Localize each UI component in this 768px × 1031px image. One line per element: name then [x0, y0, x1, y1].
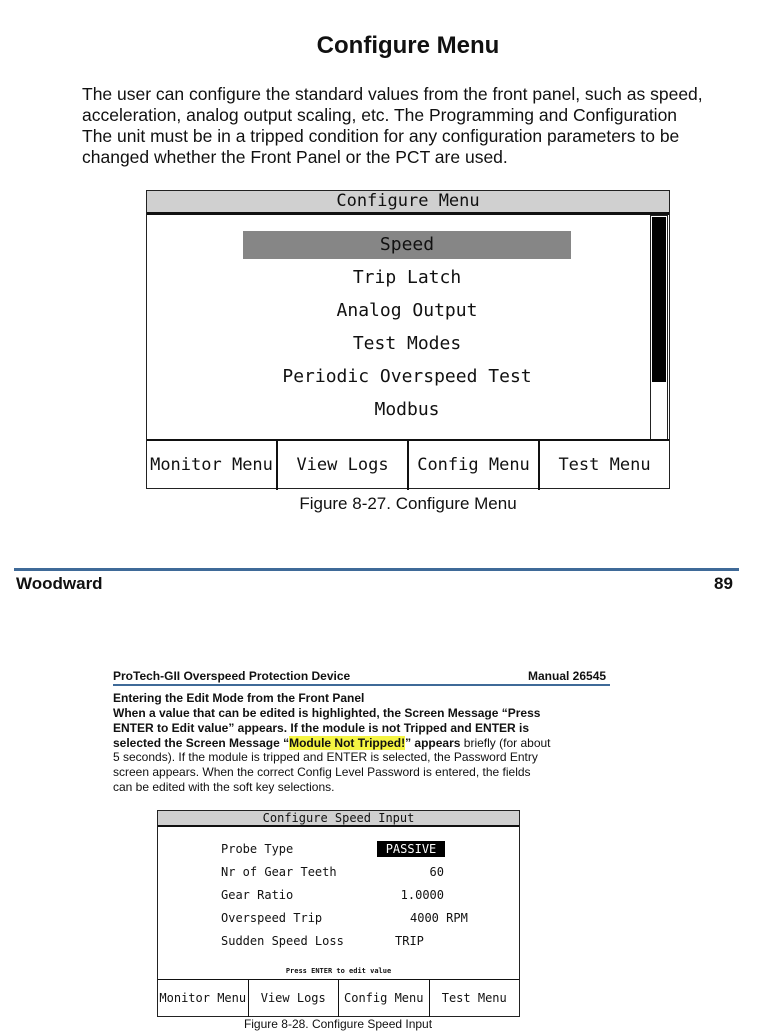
para-text: briefly (for about — [460, 735, 551, 750]
menu-item-test-modes[interactable]: Test Modes — [352, 333, 462, 354]
field-value-gear-ratio[interactable]: 1.0000 — [400, 888, 444, 902]
field-label-probe-type: Probe Type — [221, 842, 294, 856]
field-value-sudden-speed-loss[interactable]: TRIP — [395, 934, 424, 948]
intro-line: acceleration, analog output scaling, etc. The Programming and Configuration — [82, 105, 678, 125]
softkey-view-logs[interactable]: View Logs — [278, 441, 409, 490]
header-divider — [113, 684, 610, 686]
section-subheading: Entering the Edit Mode from the Front Panel — [113, 691, 365, 705]
menu-item-modbus[interactable]: Modbus — [374, 399, 440, 420]
edit-mode-paragraph — [113, 706, 583, 795]
intro-line: changed whether the Front Panel or the PCT are used. — [82, 147, 508, 167]
field-value-overspeed-trip[interactable]: 4000 RPM — [410, 911, 468, 925]
para-line: ENTER to Edit value” appears. If the module is not Tripped and ENTER is — [113, 720, 530, 735]
footer-page-number: 89 — [714, 574, 733, 593]
figure-caption: Figure 8-27. Configure Menu — [299, 494, 517, 513]
field-label-sudden-speed-loss: Sudden Speed Loss — [221, 934, 344, 948]
field-value-probe-type[interactable]: PASSIVE — [377, 841, 445, 857]
para-text: ” appears — [405, 735, 461, 750]
field-label-gear-teeth: Nr of Gear Teeth — [221, 865, 337, 879]
softkey-bar — [147, 439, 669, 490]
softkey-config-menu[interactable]: Config Menu — [409, 441, 540, 490]
figure-caption-2: Figure 8-28. Configure Speed Input — [243, 1017, 433, 1031]
para-line — [113, 736, 583, 751]
field-value-gear-teeth[interactable]: 60 — [429, 865, 444, 879]
intro-line: The user can configure the standard values from the front panel, such as speed, — [82, 84, 703, 104]
para-line: can be edited with the soft key selections. — [113, 779, 335, 794]
highlighted-message: Module Not Tripped! — [289, 735, 406, 750]
screen-header: Configure Speed Input — [158, 811, 519, 827]
footer-company: Woodward — [16, 574, 103, 593]
menu-item-analog-output[interactable]: Analog Output — [336, 300, 478, 321]
configure-menu-screen — [146, 190, 670, 489]
field-label-overspeed-trip: Overspeed Trip — [221, 911, 323, 925]
para-text: selected the Screen Message “ — [113, 735, 290, 750]
softkey-view-logs[interactable]: View Logs — [249, 980, 340, 1017]
running-header-title: ProTech-GII Overspeed Protection Device — [113, 669, 351, 683]
softkey-config-menu[interactable]: Config Menu — [339, 980, 430, 1017]
footer-divider — [14, 568, 739, 571]
menu-item-trip-latch[interactable]: Trip Latch — [352, 267, 462, 288]
softkey-test-menu[interactable]: Test Menu — [441, 991, 507, 1005]
configure-speed-input-screen — [157, 810, 520, 1017]
intro-line: The unit must be in a tripped condition for any configuration parameters to be — [82, 126, 680, 146]
para-line: 5 seconds). If the module is tripped and ENTER is selected, the Password Entry — [113, 750, 538, 765]
screen-hint: Press ENTER to edit value — [285, 967, 392, 975]
menu-item-speed[interactable]: Speed — [243, 231, 571, 259]
softkey-monitor-menu[interactable]: Monitor Menu — [158, 980, 249, 1017]
softkey-bar — [158, 979, 519, 1017]
para-line: screen appears. When the correct Config Level Password is entered, the fields — [113, 765, 531, 780]
para-line: When a value that can be edited is highlighted, the Screen Message “Press — [113, 706, 541, 720]
softkey-test-menu[interactable]: Test Menu — [558, 455, 651, 475]
page-title: Configure Menu — [316, 32, 500, 59]
running-header-manual: Manual 26545 — [528, 669, 607, 683]
menu-item-periodic-overspeed-test[interactable]: Periodic Overspeed Test — [282, 366, 532, 387]
intro-paragraph — [82, 84, 742, 168]
screen-header: Configure Menu — [147, 191, 669, 215]
field-label-gear-ratio: Gear Ratio — [221, 888, 294, 902]
softkey-monitor-menu[interactable]: Monitor Menu — [147, 441, 278, 490]
scrollbar[interactable] — [650, 215, 668, 441]
scrollbar-thumb[interactable] — [652, 217, 666, 382]
